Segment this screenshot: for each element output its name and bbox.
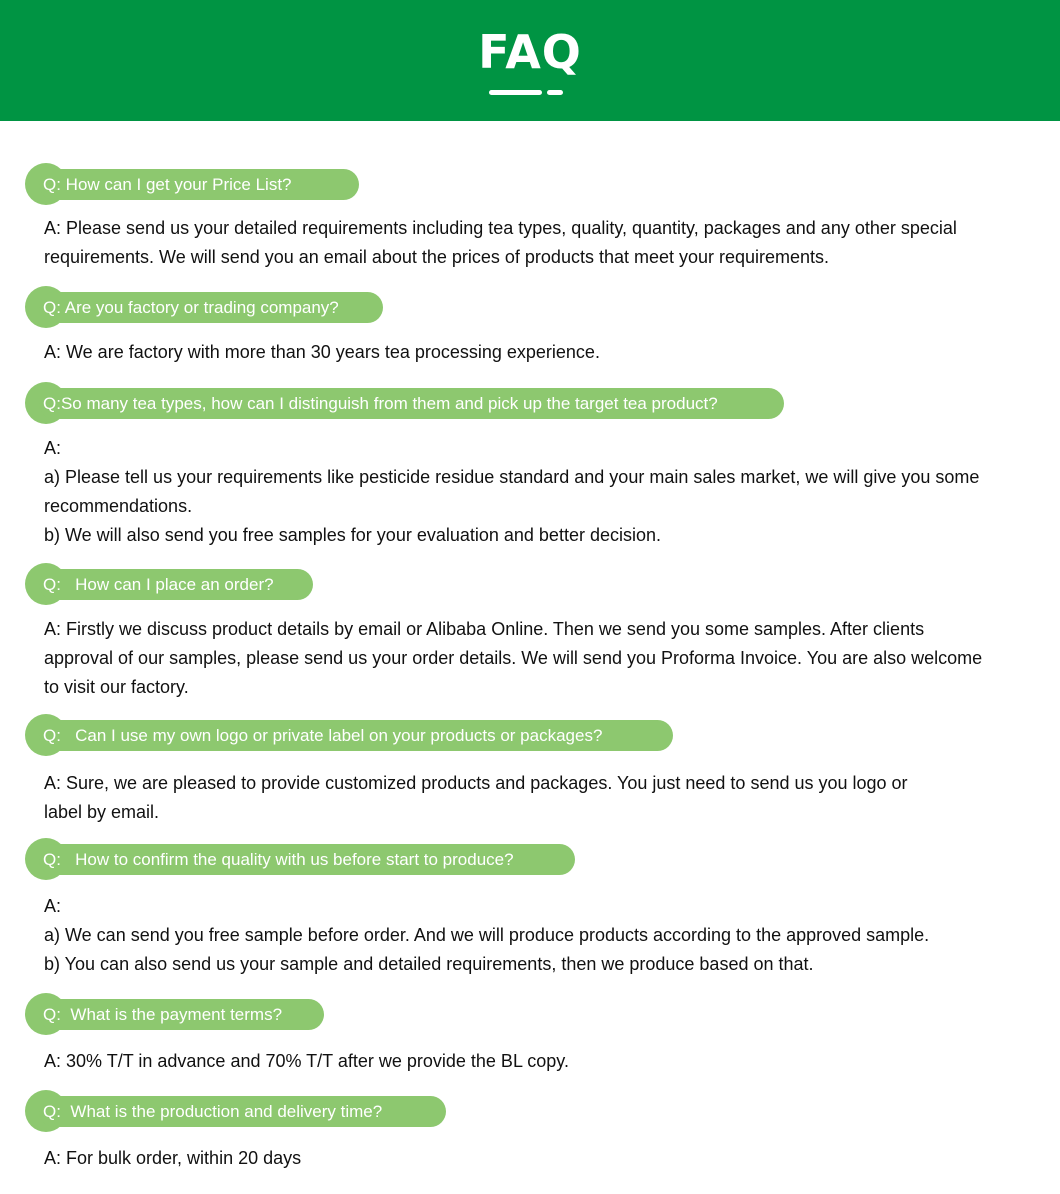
faq-answer-1 <box>44 214 1034 272</box>
question-text: Q: How can I place an order? <box>43 575 274 594</box>
answer-line: A: 30% T/T in advance and 70% T/T after we provide the BL copy. <box>44 1051 569 1071</box>
question-text: Q: How to confirm the quality with us before start to produce? <box>43 850 514 869</box>
answer-line: recommendations. <box>44 496 193 516</box>
faq-answer-5 <box>44 769 1034 827</box>
answer-line: b) We will also send you free samples for your evaluation and better decision. <box>44 525 661 545</box>
answer-line: requirements. We will send you an email about the prices of products that meet your requirements. <box>44 247 830 267</box>
answer-line: A: For bulk order, within 20 days <box>44 1148 302 1168</box>
answer-line: a) Please tell us your requirements like pesticide residue standard and your main sales market, we will give you some <box>44 467 980 487</box>
answer-line: approval of our samples, please send us your order details. We will send you Proforma Invoice. You are also welcome <box>44 648 983 668</box>
question-text: Q:So many tea types, how can I distinguish from them and pick up the target tea product? <box>43 394 718 413</box>
question-text: Q: What is the production and delivery time? <box>43 1102 383 1121</box>
question-text: Q: Can I use my own logo or private label on your products or packages? <box>43 726 603 745</box>
answer-line: A: Sure, we are pleased to provide customized products and packages. You just need to send us you logo or <box>44 773 908 793</box>
faq-answer-2 <box>44 338 1034 367</box>
page-title: FAQ <box>478 25 582 79</box>
answer-line: a) We can send you free sample before order. And we will produce products according to the approved sample. <box>44 925 930 945</box>
faq-answer-8 <box>44 1144 1034 1173</box>
answer-line: A: Please send us your detailed requirements including tea types, quality, quantity, packages and any other special <box>44 218 957 238</box>
question-text: Q: What is the payment terms? <box>43 1005 283 1024</box>
answer-line: A: Firstly we discuss product details by email or Alibaba Online. Then we send you some samples. After clients <box>44 619 925 639</box>
question-text: Q: How can I get your Price List? <box>43 175 292 194</box>
answer-line: to visit our factory. <box>44 677 189 697</box>
answer-line: b) You can also send us your sample and detailed requirements, then we produce based on that. <box>44 954 814 974</box>
title-underline <box>489 90 542 95</box>
answer-line: label by email. <box>44 802 160 822</box>
faq-answer-7 <box>44 1047 1034 1076</box>
answer-line: A: We are factory with more than 30 years tea processing experience. <box>44 342 600 362</box>
faq-header <box>0 0 1060 121</box>
faq-answer-4 <box>44 615 1034 702</box>
answer-line: A: <box>44 896 62 916</box>
title-underline-dot <box>547 90 563 95</box>
question-text: Q: Are you factory or trading company? <box>43 298 339 317</box>
faq-answer-3 <box>44 434 1034 550</box>
answer-line: A: <box>44 438 62 458</box>
faq-answer-6 <box>44 892 1034 979</box>
